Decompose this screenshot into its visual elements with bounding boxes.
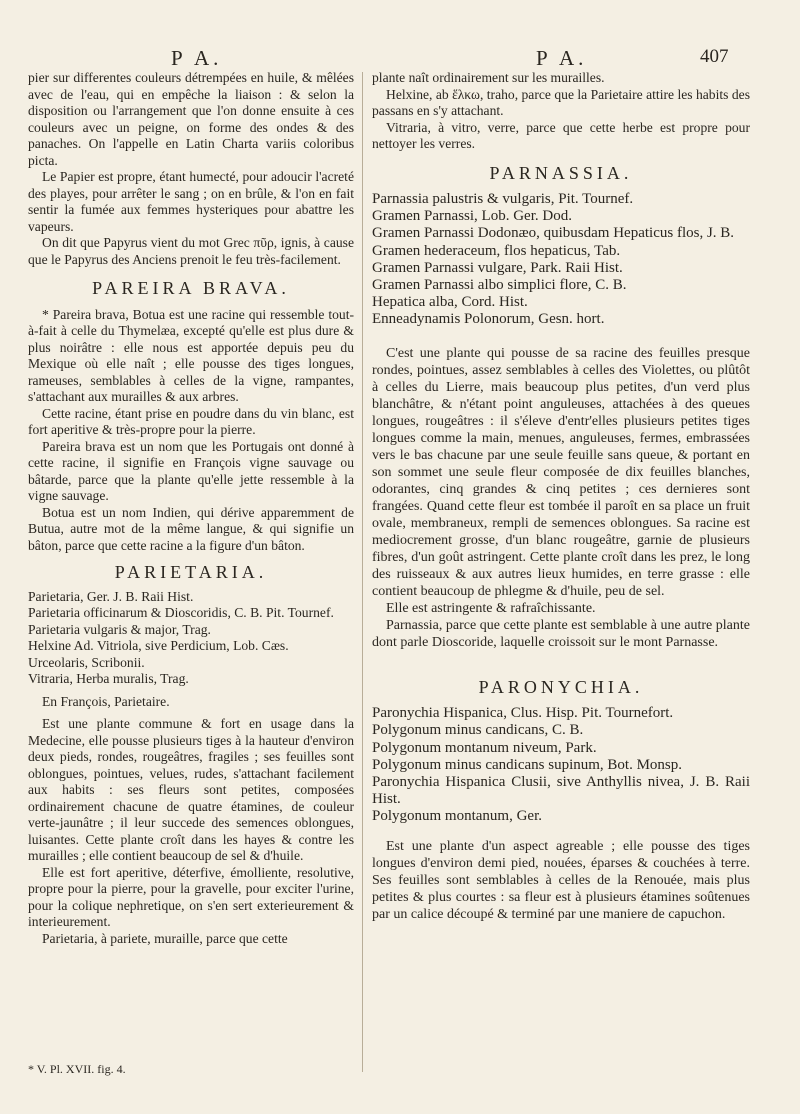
synonym-item: Parietaria, Ger. J. B. Raii Hist.: [28, 588, 194, 604]
synonym-item: Urceolaris, Scribonii.: [28, 654, 145, 670]
synonym-item: Paronychia Hispanica Clusii, sive Anthyllis nivea, J. B. Raii Hist.: [372, 773, 750, 808]
synonym-item: Gramen Parnassi Dodonæo, quibusdam Hepaticus flos, J. B.: [372, 225, 735, 242]
papyrus-paragraph-1: pier sur differentes couleurs détrempées en huile, & mêlées avec de l'eau, qui en empêche la liaison : & selon la disposition ou l'arrangement que l'on donne ensuite à ces couleurs avec un peigne, on forme des ondes & des panaches. On l'appelle en Latin Charta variis coloribus picta.: [28, 70, 354, 168]
parietaria-continued-1: plante naît ordinairement sur les murailles.: [372, 70, 605, 85]
column-divider: [362, 72, 363, 1072]
parietaria-french-name: En François, Parietaire.: [42, 693, 170, 709]
papyrus-paragraph-2: Le Papier est propre, étant humecté, pour adoucir l'acreté des playes, pour arrêter le sang ; on en brûle, & l'on en fait sentir la fumée aux femmes hysteriques pour abattre les vapeurs.: [28, 169, 354, 234]
parnassia-paragraph-3: Parnassia, parce que cette plante est semblable à une autre plante dont parle Dioscoride, laquelle croissoit sur le mont Parnasse.: [372, 617, 750, 650]
parietaria-paragraph-1: Est une plante commune & fort en usage dans la Medecine, elle pousse plusieurs tiges à la hauteur d'environ deux pieds, rondes, rougeâtres, fragiles ; ses feuilles sont oblongues, pointues, velues, rudes, s'attachant facilement aux habits : ses fleurs sont petites, composées ordinairement chacune de quatre étamines, de couleur verte-jaunâtre ; il leur succede des semences oblongues, luisantes. Cette plante croît dans les hayes & contre les murailles ; elle contient beaucoup de sel & d'huile.: [28, 716, 354, 863]
parietaria-paragraph-3: Parietaria, à pariete, muraille, parce que cette: [42, 930, 288, 946]
synonym-item: Polygonum montanum niveum, Park.: [372, 739, 597, 756]
pareira-paragraph-3: Pareira brava est un nom que les Portugais ont donné à cette racine, il signifie en François vigne sauvage ou bâtarde, parce que la plante qu'elle jette ressemble à la vigne sauvage.: [28, 438, 354, 503]
synonym-item: Paronychia Hispanica, Clus. Hisp. Pit. Tournefort.: [372, 705, 674, 722]
footnote: * V. Pl. XVII. fig. 4.: [28, 1062, 126, 1076]
pareira-paragraph-4: Botua est un nom Indien, qui dérive apparemment de Butua, autre mot de la même langue, & qui signifie un bâton, parce que cette racine a la figure d'un bâton.: [28, 504, 354, 553]
synonym-item: Parietaria vulgaris & major, Trag.: [28, 621, 211, 637]
synonym-item: Polygonum minus candicans, C. B.: [372, 722, 584, 739]
synonym-item: Parnassia palustris & vulgaris, Pit. Tournef.: [372, 191, 634, 207]
right-column: [372, 70, 750, 923]
parietaria-continued-2: Helxine, ab ἕλκω, traho, parce que la Parietaire attire les habits des passans en s'y attachant.: [372, 86, 750, 118]
synonym-item: Vitraria, Herba muralis, Trag.: [28, 671, 189, 686]
parietaria-heading: PARIETARIA.: [114, 562, 268, 582]
running-head-right: P A.: [536, 46, 588, 70]
left-column: [28, 70, 354, 947]
synonym-item: Parietaria officinarum & Dioscoridis, C. B. Pit. Tournef.: [28, 605, 334, 620]
synonym-item: Gramen Parnassi, Lob. Ger. Dod.: [372, 208, 572, 225]
pareira-paragraph-2: Cette racine, étant prise en poudre dans du vin blanc, est fort aperitive & très-propre pour la pierre.: [28, 405, 354, 437]
synonym-item: Hepatica alba, Cord. Hist.: [372, 294, 528, 311]
page-number: 407: [700, 46, 729, 67]
parietaria-continued-3: Vitraria, à vitro, verre, parce que cette herbe est propre pour nettoyer les verres.: [372, 119, 750, 151]
paronychia-synonyms: [372, 705, 750, 825]
synonym-item: Helxine Ad. Vitriola, sive Perdicium, Lob. Cæs.: [28, 638, 289, 653]
synonym-item: Polygonum minus candicans supinum, Bot. Monsp.: [372, 756, 683, 773]
paronychia-paragraph-1: Est une plante d'un aspect agreable ; elle pousse des tiges longues d'environ demi pied, nouées, éparses & couchées à terre. Ses feuilles sont semblables à celles de la Renouée, mais plus petites & plus courtes : sa fleur est à plusieurs étamines soûtenues par un calice découpé & terminé par une maniere de capuchon.: [372, 838, 750, 922]
parnassia-paragraph-2: Elle est astringente & rafraîchissante.: [386, 600, 596, 616]
papyrus-paragraph-3: On dit que Papyrus vient du mot Grec πῦρ, ignis, à cause que le Papyrus des Anciens prenoit le feu très-facilement.: [28, 235, 354, 267]
synonym-item: Enneadynamis Polonorum, Gesn. hort.: [372, 311, 605, 328]
parnassia-paragraph-1: C'est une plante qui pousse de sa racine des feuilles presque rondes, pointues, assez semblables à celles des Violettes, ou plûtôt à celles du Lierre, mais beaucoup plus petites, d'un verd plus blanchâtre, & n'étant point anguleuses, attachées à des queues longues, rougeâtres : il s'éleve d'entr'elles plusieurs petites tiges longues comme la main, menues, anguleuses, fermes, embrassées vers le bas chacune par une seule feuille sans queue, & portant en son sommet une seule fleur composée de dix feuilles blanches, odorantes, cinq grandes & cinq petites ; ces dernieres sont frangées. Quand cette fleur est tombée il paroît en sa place un fruit ovale, membraneux, rempli de semences oblongues. Sa racine est mediocrement grosse, d'un blanc rougeâtre, garnie de plusieurs fibres, d'un goût astringent. Cette plante croît dans les prez, le long des ruisseaux & aux autres lieux humides, en terre grasse : elle contient beaucoup de phlegme & d'huile, peu de sel.: [372, 345, 750, 599]
running-head-left: P A.: [171, 46, 223, 70]
synonym-item: Polygonum montanum, Ger.: [372, 808, 542, 825]
parietaria-paragraph-2: Elle est fort aperitive, déterfive, émolliente, resolutive, propre pour la pierre, pour la gravelle, pour exciter l'urine, pour la colique nephretique, on s'en sert exterieurement & interieurement.: [28, 864, 354, 929]
synonym-item: Gramen Parnassi vulgare, Park. Raii Hist.: [372, 259, 623, 276]
pareira-heading: PAREIRA BRAVA.: [92, 278, 290, 298]
parietaria-synonyms: [28, 589, 354, 688]
parnassia-synonyms: [372, 191, 750, 329]
parnassia-heading: PARNASSIA.: [489, 162, 633, 183]
synonym-item: Gramen Parnassi albo simplici flore, C. B.: [372, 277, 627, 294]
pareira-paragraph-1: * Pareira brava, Botua est une racine qui ressemble tout-à-fait à celle du Thymelæa, excepté qu'elle est plus dure & plus noirâtre : elle nous est apportée depuis peu du Mexique où elle naît ; elle pousse des tiges longues, rameuses, semblables à celles de la vigne, rampantes, s'attachant aux murailles & aux arbres.: [28, 306, 354, 404]
paronychia-heading: PARONYCHIA.: [478, 676, 644, 697]
synonym-item: Gramen hederaceum, flos hepaticus, Tab.: [372, 242, 621, 259]
